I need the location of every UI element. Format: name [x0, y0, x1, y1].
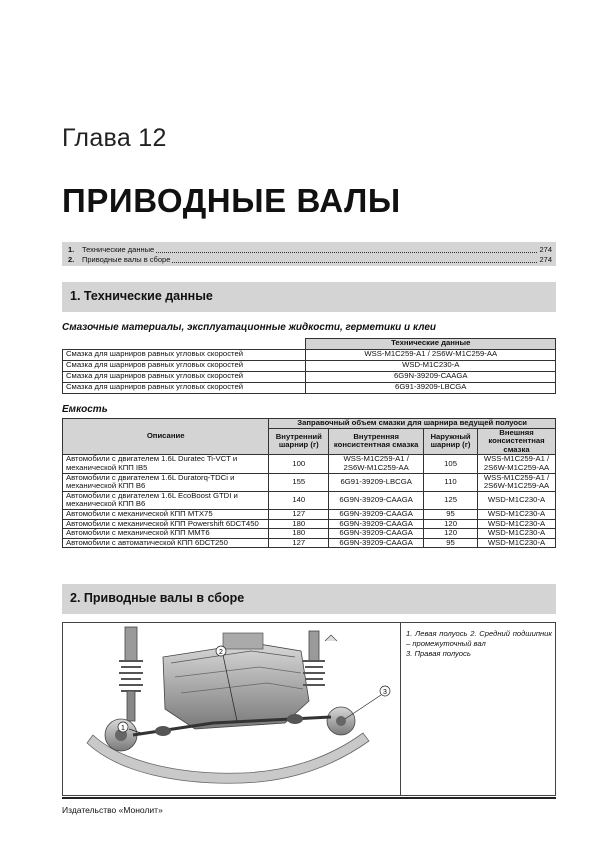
lubricants-heading: Смазочные материалы, эксплуатационные жидкости, герметики и клеи [62, 322, 437, 333]
section-2-header [62, 584, 556, 614]
footer-divider [62, 797, 556, 799]
table-header-cell: Наружный шарнир (г) [424, 428, 478, 455]
table-cell: 6G9N-39209-CAAGA [329, 491, 424, 509]
table-cell: 6G91-39209-LBCGA [306, 382, 556, 393]
toc-title: Приводные валы в сборе [82, 254, 171, 264]
table-cell: Смазка для шарниров равных угловых скоростей [63, 382, 306, 393]
table-row [63, 371, 556, 382]
table-cell: WSD-M1C230-A [478, 538, 556, 548]
table-cell: Автомобили с механической КПП Powershift 6DCT450 [63, 519, 269, 529]
table-cell: WSD-M1C230-A [478, 509, 556, 519]
table-cell: 120 [424, 519, 478, 529]
table-row [63, 455, 556, 473]
table-cell: 100 [269, 455, 329, 473]
driveshaft-figure [62, 622, 556, 796]
lubricants-table [62, 338, 556, 394]
table-cell: 6G9N-39209-CAAGA [329, 509, 424, 519]
toc-number: 1. [68, 244, 75, 254]
chapter-label: Глава 12 [62, 124, 167, 152]
page-title: ПРИВОДНЫЕ ВАЛЫ [62, 182, 401, 219]
table-cell: 155 [269, 473, 329, 491]
table-cell: WSD-M1C230-A [478, 519, 556, 529]
table-of-contents [62, 242, 556, 266]
section-1-title: 1. Технические данные [70, 289, 213, 303]
table-cell: 180 [269, 519, 329, 529]
table-cell: Автомобили с механической КПП MTX75 [63, 509, 269, 519]
table-header-row [63, 339, 556, 350]
table-cell: Автомобили с двигателем 1.6L Duratorq-TDCi и механической КПП B6 [63, 473, 269, 491]
driveshaft-illustration [63, 623, 399, 795]
table-row [63, 360, 556, 371]
table-row [63, 509, 556, 519]
toc-page: 274 [539, 254, 552, 264]
table-row [63, 382, 556, 393]
table-row [63, 529, 556, 539]
toc-title: Технические данные [82, 244, 155, 254]
section-2-title: 2. Приводные валы в сборе [70, 591, 245, 605]
table-corner-cell [63, 339, 306, 350]
table-cell: WSS-M1C259-A1 / 2S6W-M1C259-AA [306, 349, 556, 360]
table-cell: Смазка для шарниров равных угловых скоростей [63, 349, 306, 360]
figure-caption [406, 629, 552, 659]
table-cell: WSD-M1C230-A [478, 491, 556, 509]
toc-number: 2. [68, 254, 75, 264]
table-cell: 105 [424, 455, 478, 473]
table-cell: 120 [424, 529, 478, 539]
table-cell: WSS-M1C259-A1 / 2S6W-M1C259-AA [478, 455, 556, 473]
table-header-cell: Заправочный объем смазки для шарнира ведущей полуоси [269, 419, 556, 429]
table-cell: WSS-M1C259-A1 / 2S6W-M1C259-AA [478, 473, 556, 491]
table-cell: 6G91-39209-LBCGA [329, 473, 424, 491]
table-cell: Смазка для шарниров равных угловых скоростей [63, 371, 306, 382]
table-cell: 110 [424, 473, 478, 491]
table-cell: 6G9N-39209-CAAGA [329, 519, 424, 529]
table-cell: WSS-M1C259-A1 / 2S6W-M1C259-AA [329, 455, 424, 473]
callout-label: 3 [383, 689, 387, 696]
table-cell: 95 [424, 509, 478, 519]
table-row [63, 538, 556, 548]
figure-divider [400, 623, 401, 795]
table-cell: 140 [269, 491, 329, 509]
table-header-cell: Внутренний шарнир (г) [269, 428, 329, 455]
section-1-header [62, 282, 556, 312]
toc-entry[interactable] [68, 244, 552, 254]
table-cell: Автомобили с двигателем 1.6L EcoBoost GTDI и механической КПП B6 [63, 491, 269, 509]
capacity-heading: Емкость [62, 404, 108, 415]
table-cell: Автомобили с автоматической КПП 6DCT250 [63, 538, 269, 548]
table-cell: Автомобили с двигателем 1.6L Duratec Ti-VCT и механической КПП IB5 [63, 455, 269, 473]
table-cell: 6G9N-39209-CAAGA [329, 538, 424, 548]
capacity-table [62, 418, 556, 548]
callout-label: 2 [219, 649, 223, 656]
table-cell: Автомобили с механической КПП MMT6 [63, 529, 269, 539]
table-cell: 125 [424, 491, 478, 509]
table-cell: WSD-M1C230-A [478, 529, 556, 539]
table-cell: 95 [424, 538, 478, 548]
table-header-cell: Внутренняя консистентная смазка [329, 428, 424, 455]
table-header-cell: Описание [63, 419, 269, 455]
toc-leader [172, 256, 537, 263]
table-cell: WSD-M1C230-A [306, 360, 556, 371]
table-cell: 6G9N-39209-CAAGA [306, 371, 556, 382]
caption-line: 1. Левая полуось 2. Средний подшипник – промежуточный вал [406, 629, 552, 648]
toc-page: 274 [539, 244, 552, 254]
table-cell: Смазка для шарниров равных угловых скоростей [63, 360, 306, 371]
table-row [63, 349, 556, 360]
table-header-row [63, 419, 556, 429]
table-header-cell: Технические данные [306, 339, 556, 350]
publisher-footer: Издательство «Монолит» [62, 805, 163, 815]
toc-entry[interactable] [68, 254, 552, 264]
table-row [63, 491, 556, 509]
table-row [63, 473, 556, 491]
caption-line: 3. Правая полуось [406, 649, 471, 658]
table-cell: 6G9N-39209-CAAGA [329, 529, 424, 539]
table-cell: 127 [269, 509, 329, 519]
table-cell: 127 [269, 538, 329, 548]
toc-leader [156, 246, 537, 253]
table-cell: 180 [269, 529, 329, 539]
callout-label: 1 [121, 725, 125, 732]
table-header-cell: Внешняя консистентная смазка [478, 428, 556, 455]
